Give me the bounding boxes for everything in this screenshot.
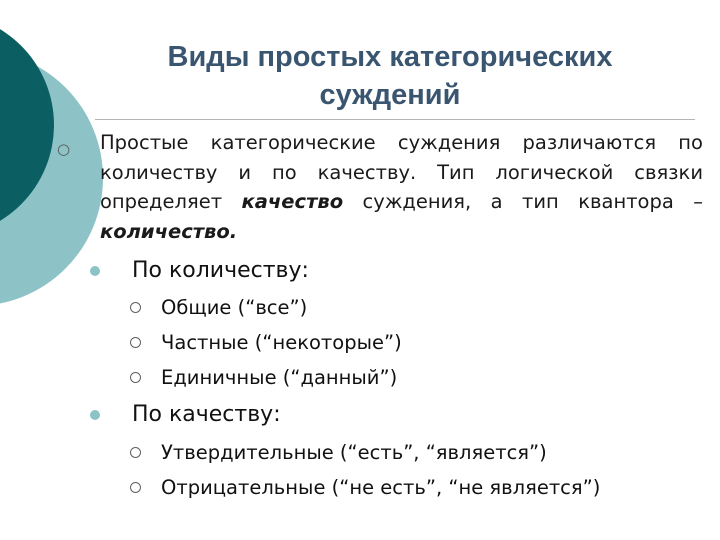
dot-bullet-icon — [90, 266, 100, 276]
ring-bullet-icon — [130, 447, 141, 458]
section-heading-label: По качеству: — [132, 402, 281, 427]
ring-bullet-icon — [130, 372, 141, 383]
ring-bullet-icon: ○ — [57, 140, 71, 158]
list-item-label: Частные (“некоторые”) — [161, 331, 402, 354]
list-item-label: Отрицательные (“не есть”, “не является”) — [161, 476, 601, 499]
title-line-2: суждений — [319, 79, 461, 111]
intro-emphasis-quantity: количество. — [100, 219, 238, 243]
dot-bullet-icon — [90, 410, 100, 420]
list-item-label: Единичные (“данный”) — [161, 366, 398, 389]
slide-title — [130, 38, 650, 114]
title-divider — [95, 119, 695, 120]
intro-text-1: Простые категорические суждения различаются по количеству и по качеству. Тип логической связки определяет — [100, 131, 703, 213]
section-heading-label: По количеству: — [132, 258, 309, 283]
list-item-label: Общие (“все”) — [161, 296, 308, 319]
intro-paragraph — [100, 128, 703, 246]
ring-bullet-icon — [130, 302, 141, 313]
title-line-1: Виды простых категорических — [167, 41, 613, 73]
intro-text-2: суждения, а тип квантора – — [343, 190, 703, 213]
ring-bullet-icon — [130, 482, 141, 493]
intro-emphasis-quality: качество — [241, 190, 344, 213]
list-item-label: Утвердительные (“есть”, “является”) — [161, 441, 547, 464]
ring-bullet-icon — [130, 337, 141, 348]
